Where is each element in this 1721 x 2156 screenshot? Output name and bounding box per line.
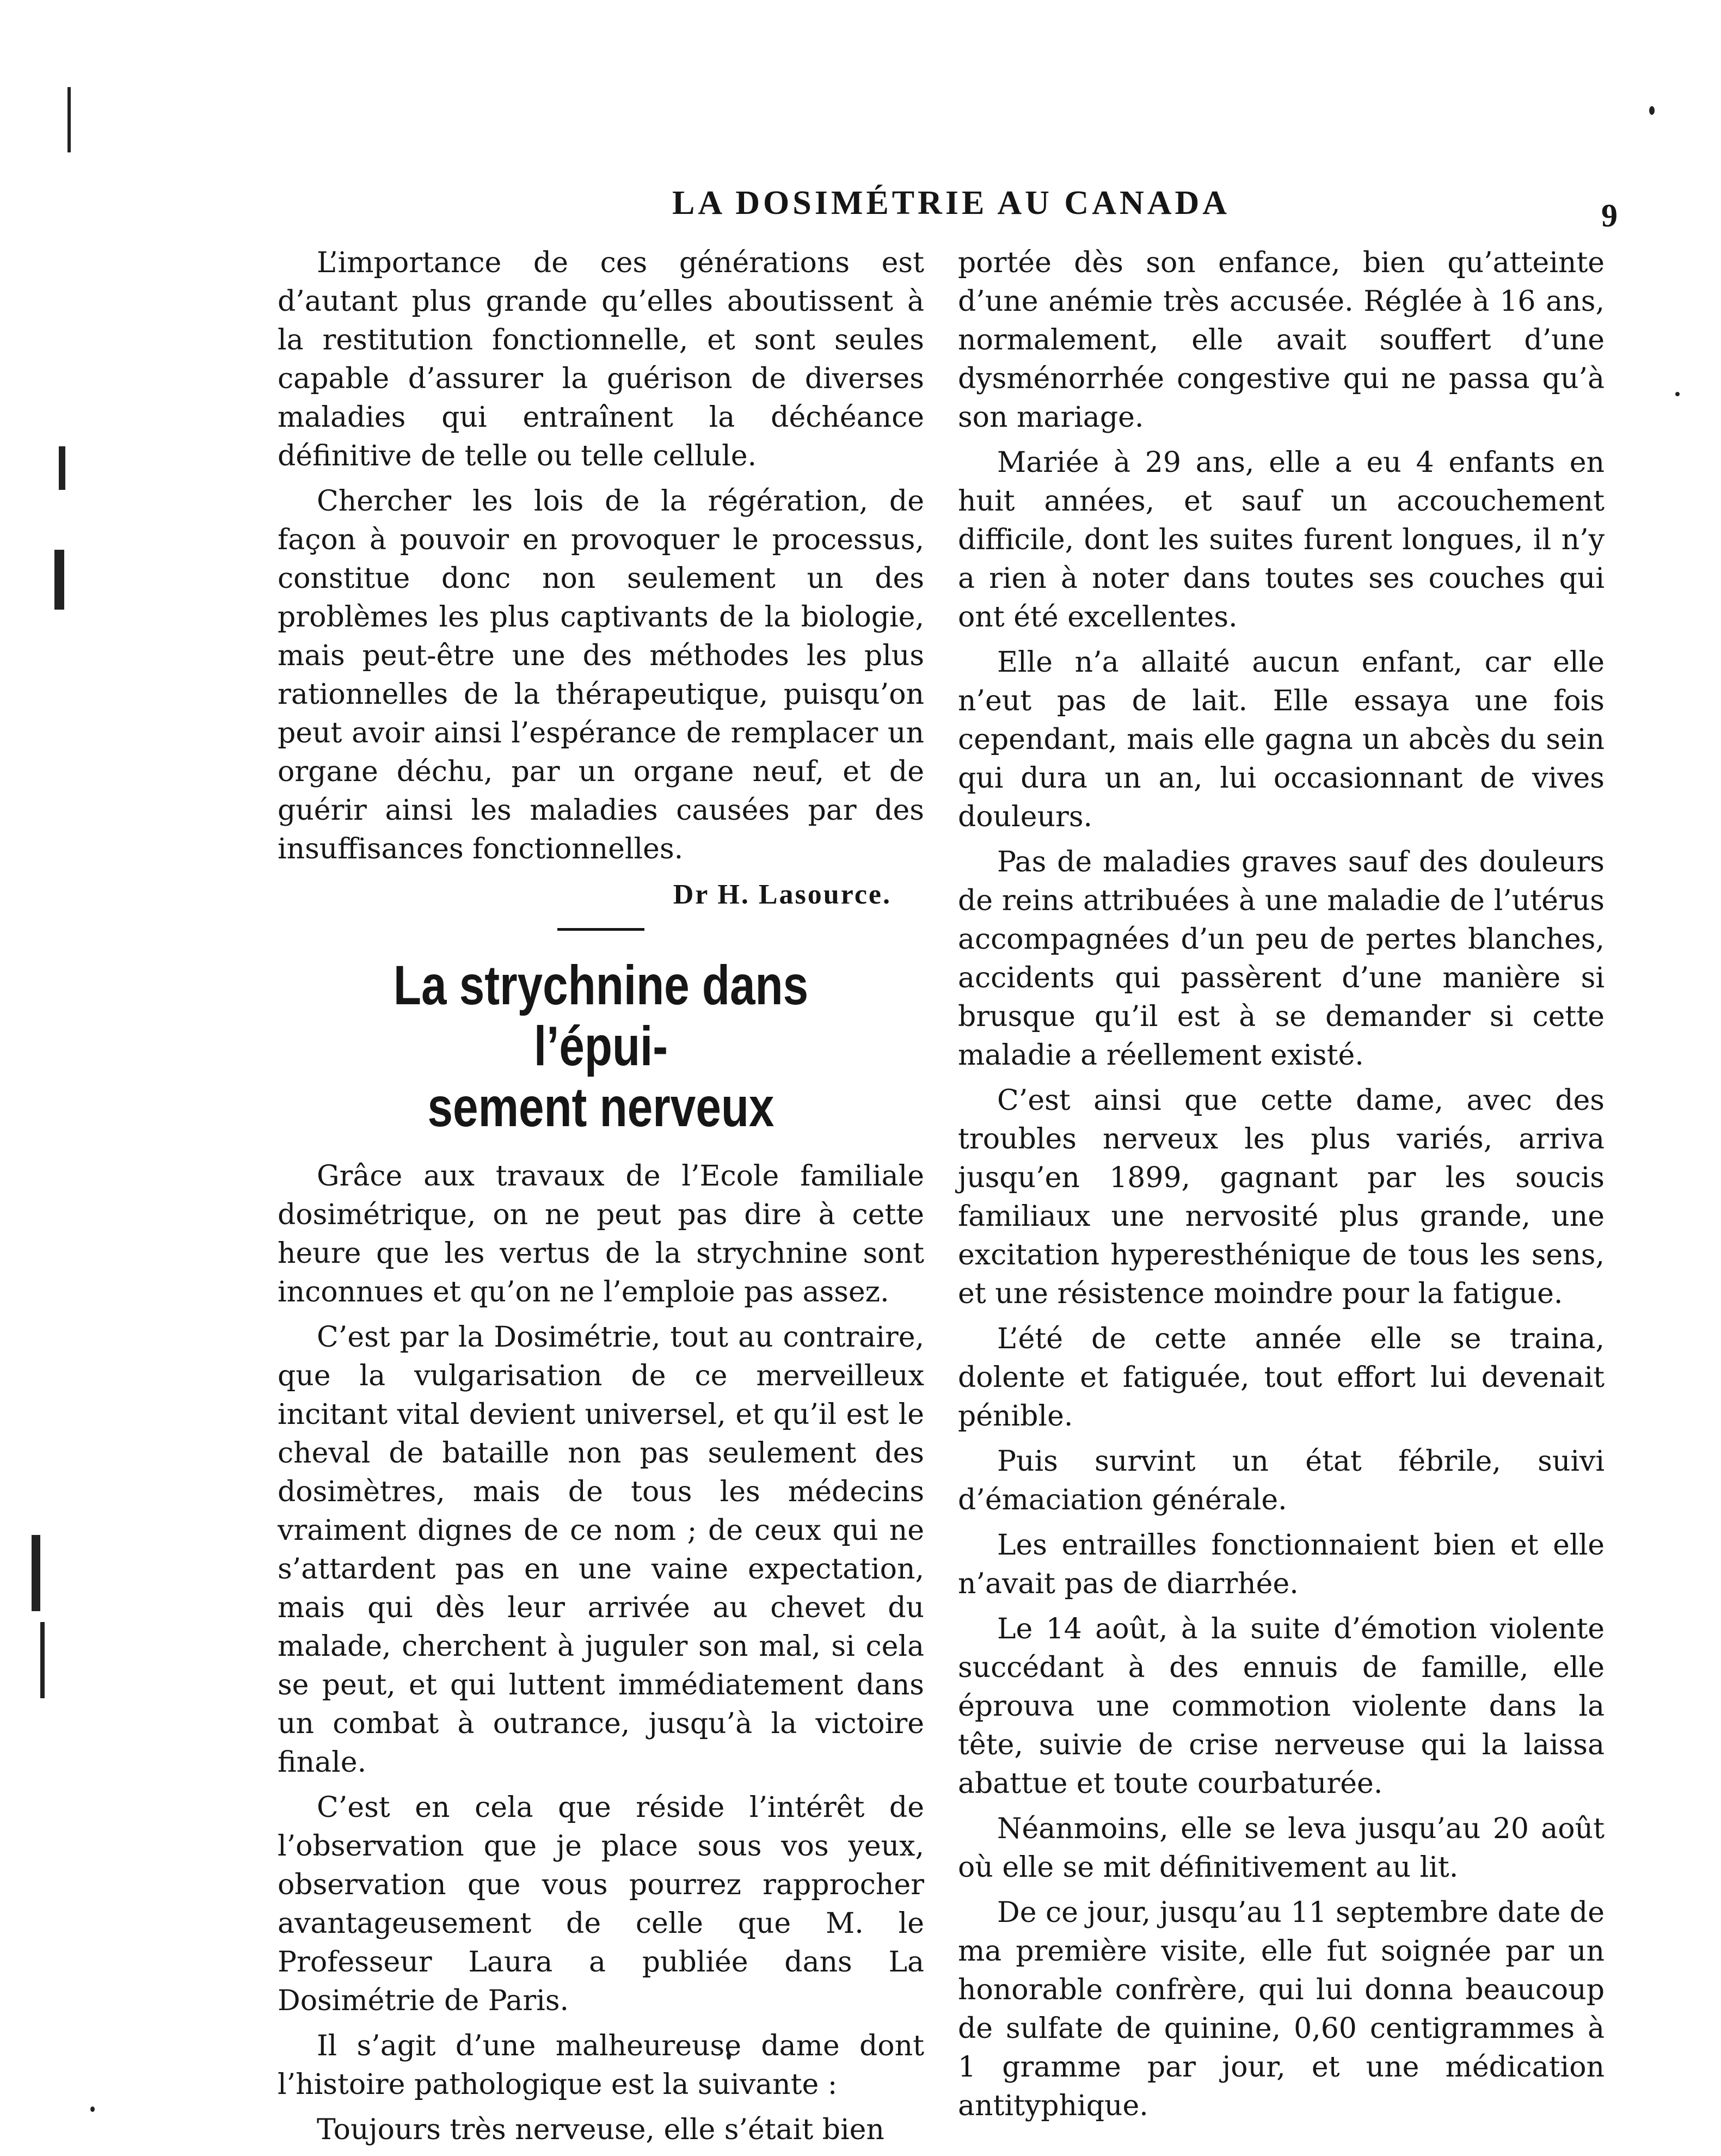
body-paragraph: L’importance de ces générations est d’autant plus grande qu’elles aboutissent à la restitution fonctionnelle, et sont seules capable d’assurer la guérison de diverses maladies qui entraînent la déchéance définitive de telle ou telle cellule. xyxy=(278,247,924,472)
scan-mark xyxy=(54,550,64,610)
section-divider xyxy=(557,928,644,931)
scan-mark xyxy=(32,1535,40,1611)
body-paragraph-continued: portée dès son enfance, bien qu’atteinte d’une anémie très accusée. Réglée à 16 ans, normalement, elle avait souffert d’une dysménorrhée congestive qui ne passa qu’à son mariage. xyxy=(958,247,1605,434)
body-paragraph: De ce jour, jusqu’au 11 septembre date de ma première visite, elle fut soignée par un honorable confrère, qui lui donna beaucoup de sulfate de quinine, 0,60 centigrammes à 1 gramme par jour, et une médication antityphique. xyxy=(958,1896,1605,2122)
body-paragraph: L’été de cette année elle se traina, dolente et fatiguée, tout effort lui devenait pénible. xyxy=(958,1323,1605,1433)
body-paragraph: Grâce aux travaux de l’Ecole familiale dosimétrique, on ne peut pas dire à cette heure que les vertus de la strychnine sont inconnues et qu’on ne l’emploie pas assez. xyxy=(278,1160,924,1309)
body-paragraph: Les entrailles fonctionnaient bien et elle n’avait pas de diarrhée. xyxy=(958,1529,1605,1600)
scan-mark xyxy=(59,446,65,490)
body-paragraph: Néanmoins, elle se leva jusqu’au 20 août où elle se mit définitivement au lit. xyxy=(958,1813,1605,1884)
body-paragraph: Toujours très nerveuse, elle s’était bien xyxy=(317,2114,884,2146)
scan-speck xyxy=(90,2106,95,2112)
article-title xyxy=(336,955,866,1138)
running-head: LA DOSIMÉTRIE AU CANADA xyxy=(672,185,1231,222)
body-paragraph: C’est par la Dosimétrie, tout au contraire, que la vulgarisation de ce merveilleux incitant vital devient universel, et qu’il est le cheval de bataille non pas seulement des dosimètres, mais de tous les médecins vraiment dignes de ce nom ; de ceux qui ne s’attardent pas en une vaine expectation, mais qui dès leur arrivée au chevet du malade, cherchent à juguler son mal, si cela se peut, et qui luttent immédiatement dans un combat à outrance, jusqu’à la victoire finale. xyxy=(278,1321,924,1779)
body-paragraph: C’est en cela que réside l’intérêt de l’observation que je place sous vos yeux, observation que vous pourrez rapprocher avantageusement de celle que M. le Professeur Laura a publiée dans La Dosimétrie de Paris. xyxy=(278,1791,924,2017)
body-paragraph: Chercher les lois de la régération, de façon à pouvoir en provoquer le processus, constitue donc non seulement un des problèmes les plus captivants de la biologie, mais peut-être une des méthodes les plus rationnelles de la thérapeutique, puisqu’on peut avoir ainsi l’espérance de remplacer un organe déchu, par un organe neuf, et de guérir ainsi les maladies causées par des insuffisances fonctionnelles. xyxy=(278,485,924,865)
body-paragraph: Elle n’a allaité aucun enfant, car elle n’eut pas de lait. Elle essaya une fois cependant, mais elle gagna un abcès du sein qui dura un an, lui occasionnant de vives douleurs. xyxy=(958,646,1605,833)
body-paragraph: Il s’agit d’une malheureuse dame dont l’histoire pathologique est la suivante : xyxy=(278,2030,924,2101)
body-paragraph: Mariée à 29 ans, elle a eu 4 enfants en huit années, et sauf un accouchement difficile, dont les suites furent longues, il n’y a rien à noter dans toutes ses couches qui ont été excellentes. xyxy=(958,446,1605,634)
page-number: 9 xyxy=(1601,198,1618,234)
article-title-line: sement nerveux xyxy=(427,1076,775,1138)
body-paragraph: Puis survint un état fébrile, suivi d’émaciation générale. xyxy=(958,1445,1605,1516)
article-title-line: La strychnine dans l’épui- xyxy=(393,954,809,1077)
scan-mark xyxy=(67,87,71,152)
body-paragraph: Pas de maladies graves sauf des douleurs de reins attribuées à une maladie de l’utérus accompagnées d’un peu de pertes blanches, accidents qui passèrent d’une manière si brusque qu’il est à se demander si cette maladie a réellement existé. xyxy=(958,846,1605,1072)
scan-speck xyxy=(1675,392,1680,396)
right-column xyxy=(958,244,1605,2132)
scan-speck xyxy=(1649,106,1655,115)
scan-mark xyxy=(40,1622,45,1698)
body-paragraph: Le 14 août, à la suite d’émotion violente succédant à des ennuis de famille, elle éprouva une commotion violente dans la tête, suivie de crise nerveuse qui la laissa abattue et toute courbaturée. xyxy=(958,1613,1605,1800)
author-signature: Dr H. Lasource. xyxy=(673,879,892,910)
left-column xyxy=(278,244,924,2156)
body-paragraph: C’est ainsi que cette dame, avec des troubles nerveux les plus variés, arriva jusqu’en 1899, gagnant par les soucis familiaux une nervosité plus grande, une excitation hyperesthénique de tous les sens, et une résistence moindre pour la fatigue. xyxy=(958,1084,1605,1310)
